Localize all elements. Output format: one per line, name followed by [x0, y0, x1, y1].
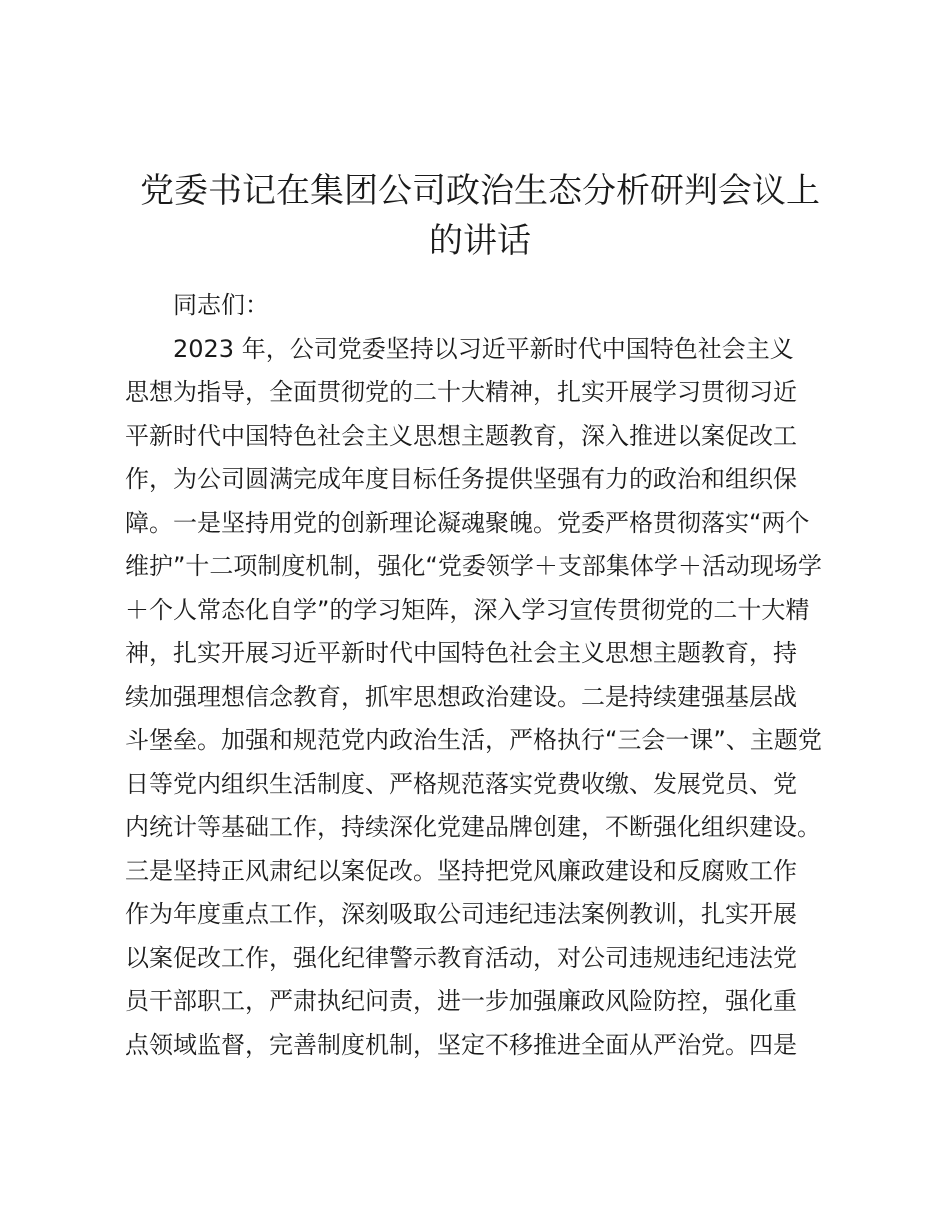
paragraph-line: 作，为公司圆满完成年度目标任务提供坚强有力的政治和组织保 [125, 465, 797, 493]
document-body [125, 284, 845, 1067]
paragraph-line: 内统计等基础工作，持续深化党建品牌创建，不断强化组织建设。 [125, 813, 821, 841]
paragraph-line: 平新时代中国特色社会主义思想主题教育，深入推进以案促改工 [125, 421, 797, 450]
paragraph-line: ＋个人常态化自学”的学习矩阵，深入学习宣传贯彻党的二十大精 [125, 595, 810, 624]
paragraph-line: 作为年度重点工作，深刻吸取公司违纪违法案例教训，扎实开展 [125, 900, 797, 928]
title-line: 的讲话 [429, 221, 531, 261]
salutation: 同志们： [173, 291, 269, 319]
paragraph-line: 斗堡垒。加强和规范党内政治生活，严格执行“三会一课”、主题党 [125, 726, 822, 754]
paragraph-line: 三是坚持正风肃纪以案促改。坚持把党风廉政建设和反腐败工作 [125, 856, 797, 885]
paragraph-line: 以案促改工作，强化纪律警示教育活动，对公司违规违纪违法党 [125, 943, 797, 972]
paragraph-line: 障。一是坚持用党的创新理论凝魂聚魄。党委严格贯彻落实“两个 [125, 508, 810, 537]
paragraph-line: 神，扎实开展习近平新时代中国特色社会主义思想主题教育，持 [125, 639, 797, 667]
paragraph-line: 员干部职工，严肃执纪问责，进一步加强廉政风险防控，强化重 [125, 987, 797, 1015]
paragraph-line: 续加强理想信念教育，抓牢思想政治建设。二是持续建强基层战 [125, 682, 797, 711]
title-line: 党委书记在集团公司政治生态分析研判会议上 [140, 171, 820, 211]
paragraph-line: 点领域监督，完善制度机制，坚定不移推进全面从严治党。四是 [125, 1030, 797, 1059]
paragraph-line: 日等党内组织生活制度、严格规范落实党费收缴、发展党员、党 [125, 769, 797, 798]
paragraph-line: 2023 年，公司党委坚持以习近平新时代中国特色社会主义 [173, 334, 794, 363]
paragraph-line: 思想为指导，全面贯彻党的二十大精神，扎实开展学习贯彻习近 [125, 378, 797, 406]
document-title [120, 166, 840, 266]
paragraph-line: 维护”十二项制度机制，强化“党委领学＋支部集体学＋活动现场学 [125, 552, 822, 580]
